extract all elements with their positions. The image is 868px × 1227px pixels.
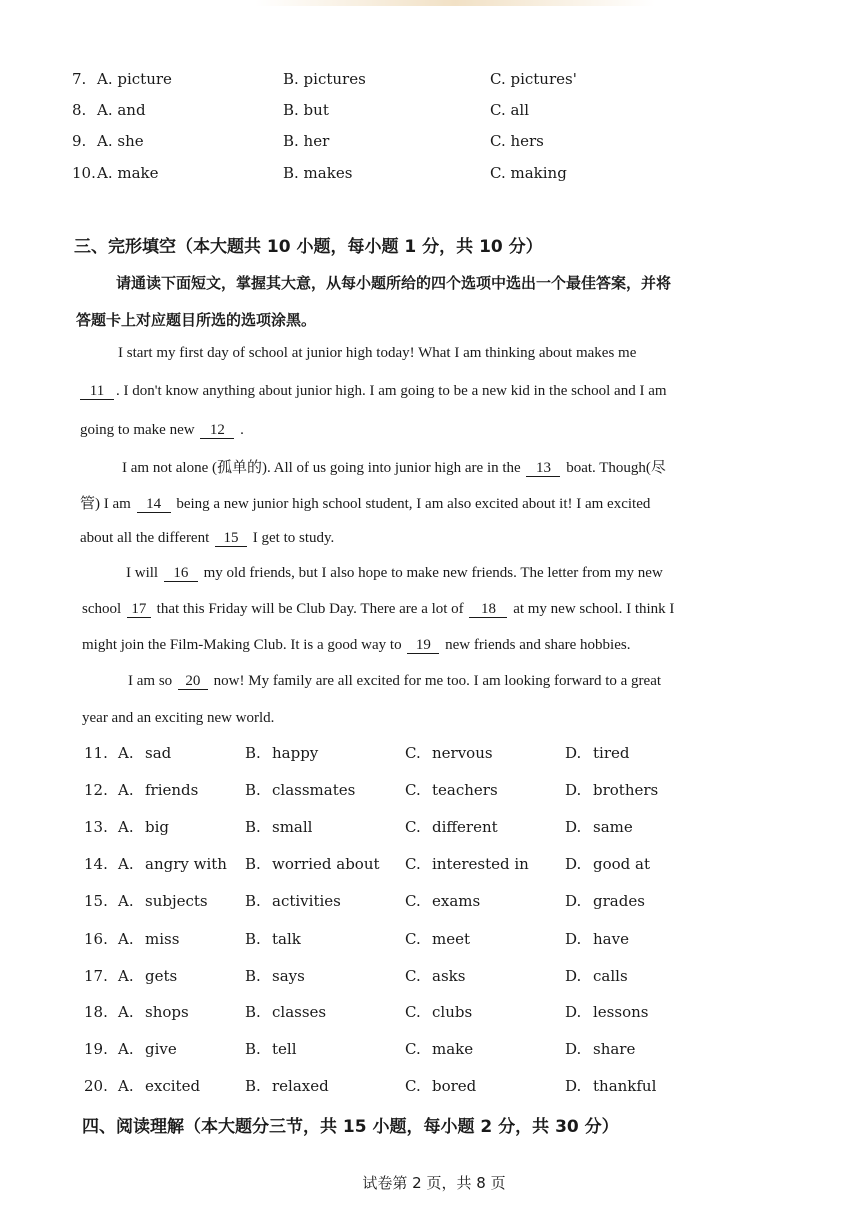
option-b: talk <box>272 930 301 948</box>
letter-b: B. <box>245 781 261 799</box>
option-a: A. and <box>97 101 146 119</box>
letter-a: A. <box>118 781 134 799</box>
question-row <box>0 1003 868 1027</box>
blank-12: 12 <box>200 422 234 439</box>
letter-d: D. <box>565 1040 582 1058</box>
option-a: shops <box>145 1003 189 1021</box>
letter-a: A. <box>118 892 134 910</box>
passage-text: being a new junior high school student, I am also excited about it! I am excited <box>176 496 651 512</box>
blank-20: 20 <box>178 673 208 690</box>
passage-line <box>80 492 650 513</box>
option-d: grades <box>593 892 645 910</box>
option-b: worried about <box>272 855 380 873</box>
question-number: 20. <box>84 1077 108 1095</box>
passage-text: school <box>82 601 122 617</box>
passage-text: I get to study. <box>252 530 335 546</box>
option-a: gets <box>145 967 178 985</box>
letter-a: A. <box>118 967 134 985</box>
letter-a: A. <box>118 744 134 762</box>
passage-line <box>78 383 667 400</box>
passage-line <box>82 637 630 654</box>
letter-d: D. <box>565 818 582 836</box>
passage-text: now! My family are all excited for me too. I am looking forward to a great <box>213 673 662 689</box>
option-b: happy <box>272 744 319 762</box>
option-row <box>0 132 868 156</box>
option-b: classes <box>272 1003 327 1021</box>
letter-b: B. <box>245 1003 261 1021</box>
option-c: bored <box>432 1077 477 1095</box>
question-number: 11. <box>84 744 108 762</box>
option-d: good at <box>593 855 651 873</box>
option-c: make <box>432 1040 474 1058</box>
letter-a: A. <box>118 1003 134 1021</box>
letter-b: B. <box>245 1077 261 1095</box>
option-d: share <box>593 1040 636 1058</box>
option-d: calls <box>593 967 628 985</box>
option-d: lessons <box>593 1003 649 1021</box>
question-number: 19. <box>84 1040 108 1058</box>
passage-line: I start my first day of school at junior high today! What I am thinking about makes me <box>118 345 637 361</box>
option-b: small <box>272 818 313 836</box>
question-row <box>0 855 868 879</box>
passage-text: I am not alone (孤单的). All of us going into junior high are in the <box>122 460 521 476</box>
blank-15: 15 <box>215 530 247 547</box>
letter-c: C. <box>405 967 421 985</box>
letter-a: A. <box>118 1040 134 1058</box>
section-title: 三、完形填空（本大题共 10 小题，每小题 1 分，共 10 分） <box>74 237 543 257</box>
option-b: relaxed <box>272 1077 329 1095</box>
passage-line <box>80 530 334 547</box>
question-number: 8. <box>72 101 87 119</box>
blank-14: 14 <box>137 496 171 513</box>
letter-d: D. <box>565 744 582 762</box>
passage-text: boat. Though(尽 <box>566 460 666 476</box>
question-number: 15. <box>84 892 108 910</box>
option-a: big <box>145 818 170 836</box>
letter-c: C. <box>405 892 421 910</box>
option-c: C. making <box>490 164 567 182</box>
option-b: B. her <box>283 132 330 150</box>
option-c: exams <box>432 892 481 910</box>
letter-b: B. <box>245 930 261 948</box>
letter-a: A. <box>118 855 134 873</box>
option-row <box>0 70 868 94</box>
option-b: B. pictures <box>283 70 366 88</box>
option-d: tired <box>593 744 630 762</box>
page-footer: 试卷第 2 页，共 8 页 <box>362 1174 506 1192</box>
passage-text: 管) I am <box>80 496 131 512</box>
option-a: sad <box>145 744 172 762</box>
passage-text: . <box>240 422 244 438</box>
question-number: 16. <box>84 930 108 948</box>
option-b: classmates <box>272 781 356 799</box>
letter-d: D. <box>565 892 582 910</box>
option-a: give <box>145 1040 177 1058</box>
letter-c: C. <box>405 1077 421 1095</box>
question-row <box>0 744 868 768</box>
passage-text: I will <box>126 565 159 581</box>
letter-b: B. <box>245 1040 261 1058</box>
letter-c: C. <box>405 1040 421 1058</box>
letter-d: D. <box>565 1003 582 1021</box>
question-number: 12. <box>84 781 108 799</box>
passage-text: my old friends, but I also hope to make new friends. The letter from my new <box>203 565 663 581</box>
question-number: 9. <box>72 132 87 150</box>
blank-17: 17 <box>127 601 151 618</box>
option-c: asks <box>432 967 466 985</box>
question-row <box>0 967 868 991</box>
question-number: 13. <box>84 818 108 836</box>
question-number: 14. <box>84 855 108 873</box>
instruction-line: 答题卡上对应题目所选的选项涂黑。 <box>76 311 317 329</box>
question-row <box>0 1040 868 1064</box>
letter-b: B. <box>245 855 261 873</box>
option-c: teachers <box>432 781 498 799</box>
passage-line <box>122 456 666 477</box>
letter-d: D. <box>565 1077 582 1095</box>
letter-c: C. <box>405 744 421 762</box>
option-b: B. makes <box>283 164 353 182</box>
passage-text: I am so <box>128 673 173 689</box>
option-c: different <box>432 818 498 836</box>
passage-line <box>82 601 674 618</box>
letter-a: A. <box>118 818 134 836</box>
option-c: C. hers <box>490 132 544 150</box>
passage-line <box>80 422 244 439</box>
option-a: subjects <box>145 892 208 910</box>
option-d: brothers <box>593 781 659 799</box>
passage-text: that this Friday will be Club Day. There are a lot of <box>156 601 464 617</box>
option-row <box>0 164 868 188</box>
letter-a: A. <box>118 1077 134 1095</box>
question-number: 10. <box>72 164 96 182</box>
letter-a: A. <box>118 930 134 948</box>
option-c: clubs <box>432 1003 473 1021</box>
question-row <box>0 818 868 842</box>
option-b: tell <box>272 1040 297 1058</box>
letter-b: B. <box>245 818 261 836</box>
passage-text: at my new school. I think I <box>513 601 675 617</box>
option-a: miss <box>145 930 180 948</box>
option-row <box>0 101 868 125</box>
letter-b: B. <box>245 892 261 910</box>
letter-d: D. <box>565 967 582 985</box>
letter-d: D. <box>565 781 582 799</box>
letter-c: C. <box>405 855 421 873</box>
passage-line <box>126 565 663 582</box>
blank-16: 16 <box>164 565 198 582</box>
blank-19: 19 <box>407 637 439 654</box>
blank-18: 18 <box>469 601 507 618</box>
option-a: friends <box>145 781 199 799</box>
scan-edge-mark <box>255 0 655 6</box>
passage-text: might join the Film-Making Club. It is a good way to <box>82 637 402 653</box>
letter-b: B. <box>245 967 261 985</box>
letter-c: C. <box>405 930 421 948</box>
blank-11: 11 <box>80 383 114 400</box>
letter-c: C. <box>405 1003 421 1021</box>
option-d: have <box>593 930 629 948</box>
question-row <box>0 892 868 916</box>
letter-c: C. <box>405 818 421 836</box>
passage-line: year and an exciting new world. <box>82 710 275 726</box>
passage-text: . I don't know anything about junior high. I am going to be a new kid in the school and I am <box>116 383 667 399</box>
option-d: same <box>593 818 633 836</box>
option-a: A. make <box>97 164 159 182</box>
option-a: excited <box>145 1077 201 1095</box>
question-number: 7. <box>72 70 87 88</box>
letter-b: B. <box>245 744 261 762</box>
question-number: 18. <box>84 1003 108 1021</box>
option-b: B. but <box>283 101 329 119</box>
passage-text: new friends and share hobbies. <box>445 637 631 653</box>
question-row <box>0 781 868 805</box>
option-c: interested in <box>432 855 529 873</box>
passage-text: going to make new <box>80 422 195 438</box>
passage-text: about all the different <box>80 530 210 546</box>
option-a: A. picture <box>97 70 172 88</box>
option-c: meet <box>432 930 471 948</box>
passage-line <box>128 673 661 690</box>
option-d: thankful <box>593 1077 657 1095</box>
option-a: A. she <box>97 132 144 150</box>
option-c: C. all <box>490 101 530 119</box>
blank-13: 13 <box>526 460 560 477</box>
letter-c: C. <box>405 781 421 799</box>
question-number: 17. <box>84 967 108 985</box>
question-row <box>0 930 868 954</box>
instruction-line: 请通读下面短文，掌握其大意，从每小题所给的四个选项中选出一个最佳答案，并将 <box>116 274 672 292</box>
question-row <box>0 1077 868 1101</box>
option-a: angry with <box>145 855 227 873</box>
option-b: activities <box>272 892 341 910</box>
letter-d: D. <box>565 930 582 948</box>
option-c: C. pictures' <box>490 70 577 88</box>
letter-d: D. <box>565 855 582 873</box>
section-title: 四、阅读理解（本大题分三节，共 15 小题，每小题 2 分，共 30 分） <box>82 1117 619 1137</box>
option-c: nervous <box>432 744 493 762</box>
option-b: says <box>272 967 305 985</box>
